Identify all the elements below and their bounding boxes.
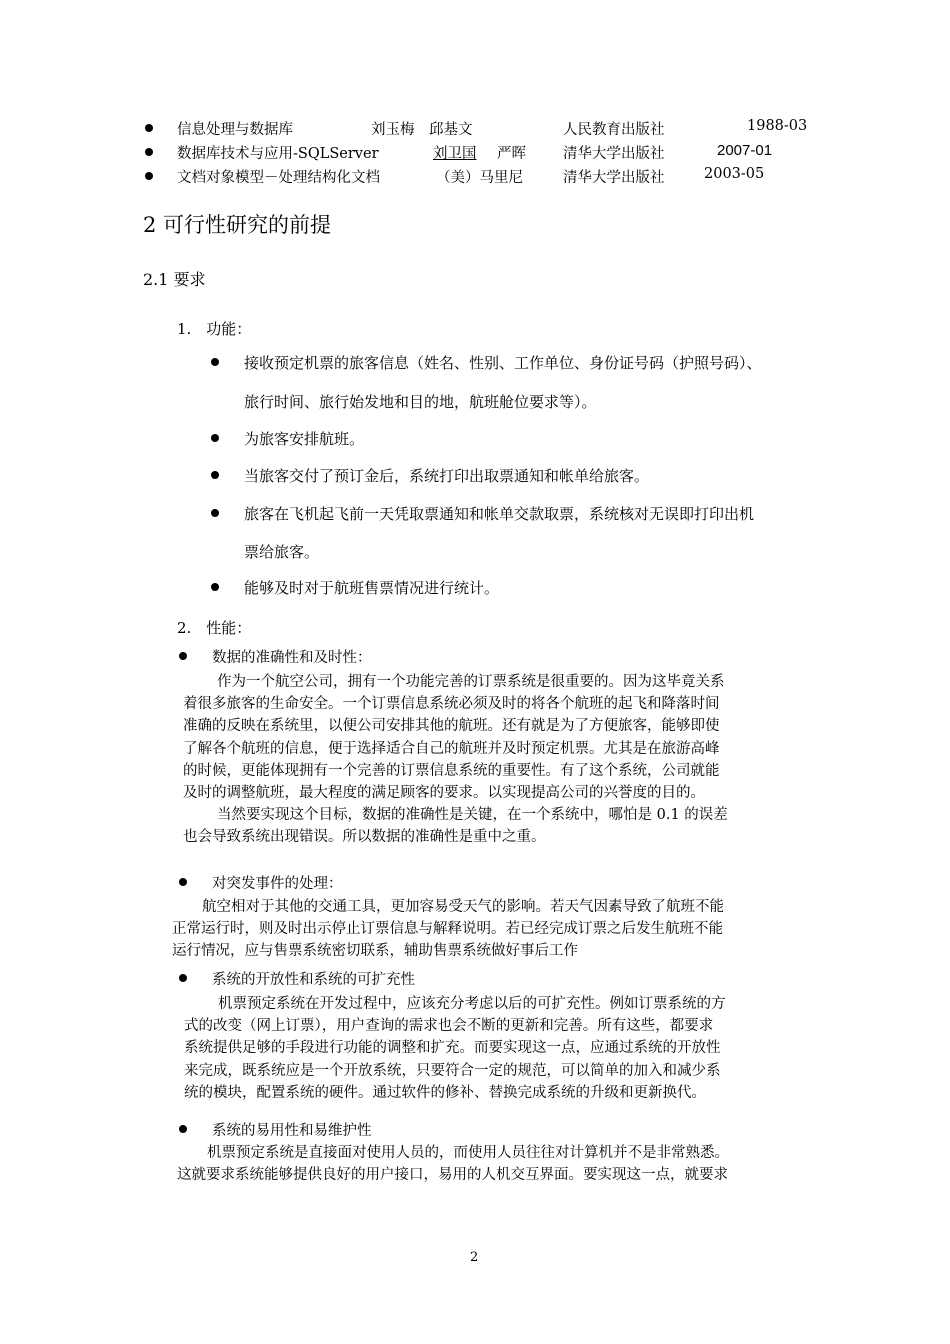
paragraph-line: 航空相对于其他的交通工具，更加容易受天气的影响。若天气因素导致了航班不能 xyxy=(202,899,724,915)
performance-item-title: 系统的开放性和系统的可扩充性 xyxy=(212,972,415,988)
paragraph-line: 运行情况，应与售票系统密切联系，辅助售票系统做好事后工作 xyxy=(172,943,578,960)
paragraph-line: 统的模块，配置系统的硬件。通过软件的修补、替换完成系统的升级和更新换代。 xyxy=(184,1084,706,1101)
page-number: 2 xyxy=(470,1250,479,1265)
paragraph-line: 的时候，更能体现拥有一个完善的订票信息系统的重要性。有了这个系统，公司就能 xyxy=(183,762,720,779)
reference-title: 文档对象模型－处理结构化文档 xyxy=(177,170,380,186)
bullet-icon xyxy=(179,878,187,886)
paragraph xyxy=(172,896,724,963)
function-item: 旅客在飞机起飞前一天凭取票通知和帐单交款取票，系统核对无误即打印出机 xyxy=(244,505,755,523)
function-item: 接收预定机票的旅客信息（姓名、性别、工作单位、身份证号码（护照号码）、 xyxy=(244,354,762,372)
paragraph-line: 作为一个航空公司，拥有一个功能完善的订票系统是很重要的。因为这毕竟关系 xyxy=(217,674,725,690)
functions-label: 1. 功能： xyxy=(177,320,252,338)
paragraph-line: 系统提供足够的手段进行功能的调整和扩充。而要实现这一点，应通过系统的开放性 xyxy=(184,1040,721,1057)
bullet-icon xyxy=(211,434,219,442)
function-item: 为旅客安排航班。 xyxy=(244,430,365,448)
function-item: 当旅客交付了预订金后，系统打印出取票通知和帐单给旅客。 xyxy=(244,467,650,485)
reference-authors: 刘玉梅 邱基文 xyxy=(371,122,473,138)
performance-label: 2. 性能： xyxy=(177,619,252,637)
bullet-icon xyxy=(145,124,153,132)
reference-date: 1988-03 xyxy=(747,118,808,134)
paragraph-line: 来完成，既系统应是一个开放系统，只要符合一定的规范，可以简单的加入和减少系 xyxy=(184,1062,721,1079)
paragraph-line: 当然要实现这个目标，数据的准确性是关键，在一个系统中，哪怕是 0.1 的误差 xyxy=(217,807,728,824)
paragraph-line: 机票预定系统是直接面对使用人员的，而使用人员往往对计算机并不是非常熟悉。 xyxy=(207,1145,729,1161)
reference-author: 刘卫国 xyxy=(433,146,477,162)
reference-date: 2007-01 xyxy=(717,142,773,159)
reference-publisher: 清华大学出版社 xyxy=(563,146,665,162)
reference-publisher: 人民教育出版社 xyxy=(563,122,665,138)
function-item: 能够及时对于航班售票情况进行统计。 xyxy=(244,579,500,597)
paragraph-line: 这就要求系统能够提供良好的用户接口，易用的人机交互界面。要实现这一点，就要求 xyxy=(177,1167,728,1184)
performance-item-title: 系统的易用性和易维护性 xyxy=(212,1123,372,1139)
paragraph-line: 准确的反映在系统里，以便公司安排其他的航班。还有就是为了方便旅客，能够即使 xyxy=(183,718,720,735)
function-item-continuation: 票给旅客。 xyxy=(244,543,320,561)
reference-authors: （美）马里尼 xyxy=(436,170,523,186)
reference-date: 2003-05 xyxy=(704,166,765,182)
bullet-icon xyxy=(145,148,153,156)
paragraph xyxy=(177,1142,729,1186)
performance-item-title: 对突发事件的处理： xyxy=(212,876,343,892)
section-heading: 2 可行性研究的前提 xyxy=(143,213,332,237)
bullet-icon xyxy=(179,1125,187,1133)
bullet-icon xyxy=(179,974,187,982)
bullet-icon xyxy=(179,652,187,660)
bullet-icon xyxy=(211,583,219,591)
reference-title: 数据库技术与应用-SQLServer xyxy=(177,146,379,162)
bullet-icon xyxy=(211,509,219,517)
bullet-icon xyxy=(211,358,219,366)
paragraph-line: 着很多旅客的生命安全。一个订票信息系统必须及时的将各个航班的起飞和降落时间 xyxy=(183,696,720,713)
paragraph-line: 也会导致系统出现错误。所以数据的准确性是重中之重。 xyxy=(183,829,546,846)
reference-author: 严晖 xyxy=(497,146,526,162)
paragraph xyxy=(184,993,726,1104)
reference-publisher: 清华大学出版社 xyxy=(563,170,665,186)
bullet-icon xyxy=(211,471,219,479)
subsection-heading: 2.1 要求 xyxy=(143,270,206,289)
paragraph-line: 机票预定系统在开发过程中，应该充分考虑以后的可扩充性。例如订票系统的方 xyxy=(218,996,726,1012)
paragraph-line: 了解各个航班的信息，便于选择适合自己的航班并及时预定机票。尤其是在旅游高峰 xyxy=(183,740,720,757)
bullet-icon xyxy=(145,172,153,180)
reference-title: 信息处理与数据库 xyxy=(177,122,293,138)
paragraph-line: 正常运行时，则及时出示停止订票信息与解释说明。若已经完成订票之后发生航班不能 xyxy=(172,921,723,938)
performance-item-title: 数据的准确性和及时性： xyxy=(212,650,372,666)
function-item-continuation: 旅行时间、旅行始发地和目的地，航班舱位要求等）。 xyxy=(244,393,597,411)
paragraph xyxy=(183,671,728,849)
paragraph-line: 及时的调整航班，最大程度的满足顾客的要求。以实现提高公司的兴誉度的目的。 xyxy=(183,785,705,802)
paragraph-line: 式的改变（网上订票），用户查询的需求也会不断的更新和完善。所有这些，都要求 xyxy=(184,1018,714,1035)
